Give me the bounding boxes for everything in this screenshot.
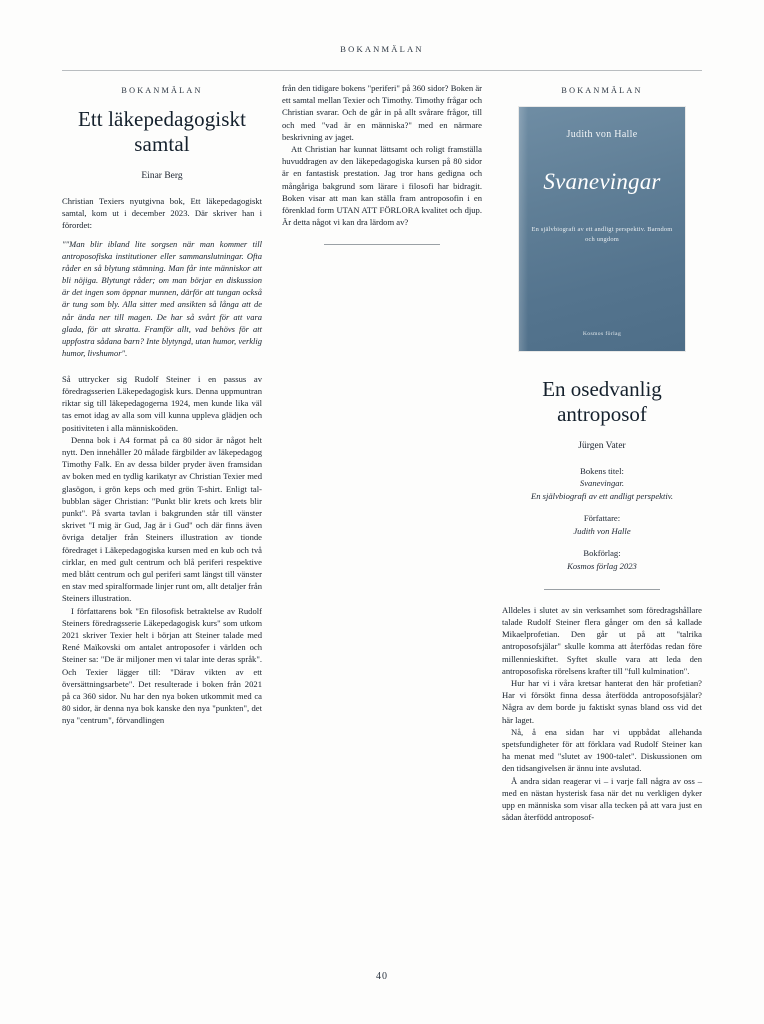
- byline-left: Einar Berg: [141, 170, 183, 181]
- meta-value-author: Judith von Halle: [573, 526, 631, 537]
- paragraph: I författarens bok "En filosofisk betraktelse av Rudolf Steiners föredragsserie Läkepedagogisk kurs" som utkom 2021 skriver Texier helt i början att Steiner talade med René Maïkovski om antalet antroposofer i världen och Steiner sa: "De är miljoner men vi talar inte deras språk". Och Texier lägger till: "Därav vikten av ett översättningsarbete". Det resulterade i boken från 2021 på ca 360 sidor. Nu har den nya boken utkommit med ca 80 sidor, är denna nya bok kanske den nya "punkten", det nya "centrum", förvandlingen: [62, 605, 262, 726]
- paragraph: från den tidigare bokens "periferi" på 360 sidor? Boken är ett samtal mellan Texier och Timothy. Timothy frågar och Christian svarar. Och de går in på allt svårare frågor, till och med "vad är en människa?" med en närmare beskrivning av jaget.: [282, 83, 482, 142]
- spacer: [502, 503, 702, 512]
- page-title: Ett läkepedagogiskt samtal: [77, 107, 247, 156]
- column-right: [502, 82, 702, 962]
- pull-quote: ""Man blir ibland lite sorgsen när man kommer till antroposofiska institutioner eller sammanslutningar. Ofta råder en så blytung stämning. Man får inte människor att bli nöjiga. Blytungt råder; om man börjar en diskussion är det ingen som öppnar munnen, därför att tungan också är tung som bly. Alla sitter med ansikten så långa att de når ända ner till magen. De har så svårt för att vara glada, för att skratta. Framför allt, vad behövs för att uppfostra sådana barn? Inte blytyngd, utan humor, verklig humor, livshumor".: [62, 239, 262, 358]
- book-metadata: [502, 465, 702, 573]
- cover-subtitle: En självbiografi av ett andligt perspektiv. Barndom och ungdom: [531, 226, 673, 244]
- header-divider: [62, 70, 702, 71]
- paragraph: Alldeles i slutet av sin verksamhet som föredragshållare talade Rudolf Steiner flera gånger om den så kallade Mikaelprofetian. Den går ut på att "talrika antroposofsjälar" skulle komma att återfödas redan före millennieskiftet. Syftet skulle vara att leda den antroposofiska rörelsens krafter till "full kulmination".: [502, 604, 702, 676]
- cover-author: Judith von Halle: [566, 129, 638, 140]
- meta-value-title: Svanevingar.: [579, 478, 625, 489]
- spacer: [62, 359, 262, 373]
- page-number: 40: [376, 971, 388, 982]
- kicker-right: BOKANMÄLAN: [561, 86, 643, 95]
- meta-label-author: Författare:: [583, 513, 621, 524]
- running-head: BOKANMÄLAN: [340, 44, 424, 54]
- paragraph-intro: Christian Texiers nyutgivna bok, Ett läkepedagogiskt samtal, kom ut i december 2023. Där skriver han i förordet:: [62, 195, 262, 230]
- cover-publisher: Kosmos förlag: [582, 331, 622, 337]
- book-cover-image: [519, 107, 685, 351]
- paragraph: Hur har vi i våra kretsar hanterat den här profetian? Har vi försökt finna dessa återfödda antroposofsjälar? Några av dem borde ju faktiskt synas bland oss vid det här laget.: [502, 677, 702, 725]
- kicker-left: BOKANMÄLAN: [121, 86, 203, 95]
- column-left: [62, 82, 262, 962]
- spacer: [502, 538, 702, 547]
- column-middle: [282, 82, 482, 962]
- columns-container: [62, 82, 702, 962]
- meta-label-title: Bokens titel:: [580, 465, 624, 476]
- paragraph: Att Christian har kunnat lättsamt och roligt framställa huvuddragen av den läkepedagogiska kursen på 80 sidor är en fantastisk prestation. Jag tror hans gedigna och mångåriga bakgrund som lärare i filosofi har bidragit. Boken visar att man kan ställa fram antroposofin i en förenklad form UTAN ATT FÖRLORA kvalitet och djup. Är detta något vi kan dra lärdom av?: [282, 144, 482, 228]
- meta-label-publisher: Bokförlag:: [583, 547, 621, 558]
- meta-value-publisher: Kosmos förlag 2023: [567, 560, 637, 571]
- paragraph: Så uttrycker sig Rudolf Steiner i en passus av föredragsserien Läkepedagogisk kurs. Denna uppmuntran riktar sig till läkepedagogerna 1924, men kunde lika väl tas emot idag av alla som vill kunna uppleva glädjen och positiviteten i alla människoöden.: [62, 373, 262, 433]
- cover-title: Svanevingar: [543, 169, 661, 194]
- article-title-right: En osedvanlig antroposof: [542, 377, 662, 426]
- meta-value-subtitle: En självbiografi av ett andligt perspektiv.: [530, 491, 674, 502]
- section-divider: [324, 244, 440, 245]
- paragraph: Å andra sidan reagerar vi – i varje fall några av oss – med en nästan hysterisk fasa när det nu verkligen dyker upp en människa som visar alla tecken på att vara just en sådan återfödd antroposof-: [502, 775, 702, 823]
- paragraph: Nå, å ena sidan har vi uppbådat allehanda spetsfundigheter för att förklara vad Rudolf Steiner kan ha menat med "slutet av 1900-talet". Diskussionen om den tidsangivelsen är ännu inte avslutad.: [502, 726, 702, 774]
- byline-right: Jürgen Vater: [578, 440, 626, 451]
- section-divider: [544, 589, 660, 590]
- paragraph: Denna bok i A4 format på ca 80 sidor är något helt nytt. Den innehåller 20 målade färgbilder av läkepedagog Timothy Falk. En av dessa bilder pryder även framsidan av boken med en tydlig karikatyr av Christian Texier med glasögon, i grön keps och med grön T-shirt. Enligt tal-bubblan säger Christian: "Punkt blir krets och krets blir punkt". På svarta tavlan i bakgrunden står till vänster skrivet "I mig är Gud, Jag är i Gud" och där finns även övriga detaljer från Steiners illustration av tionde föredraget i Läkepedagogiska kursen med en kub och två cirklar, en med gult centrum och blå periferi respektive med blått centrum och gul periferi samt längst till vänster en stav med spiralformade linjer runt om, allt detaljer från Steiners illustration.: [62, 434, 262, 604]
